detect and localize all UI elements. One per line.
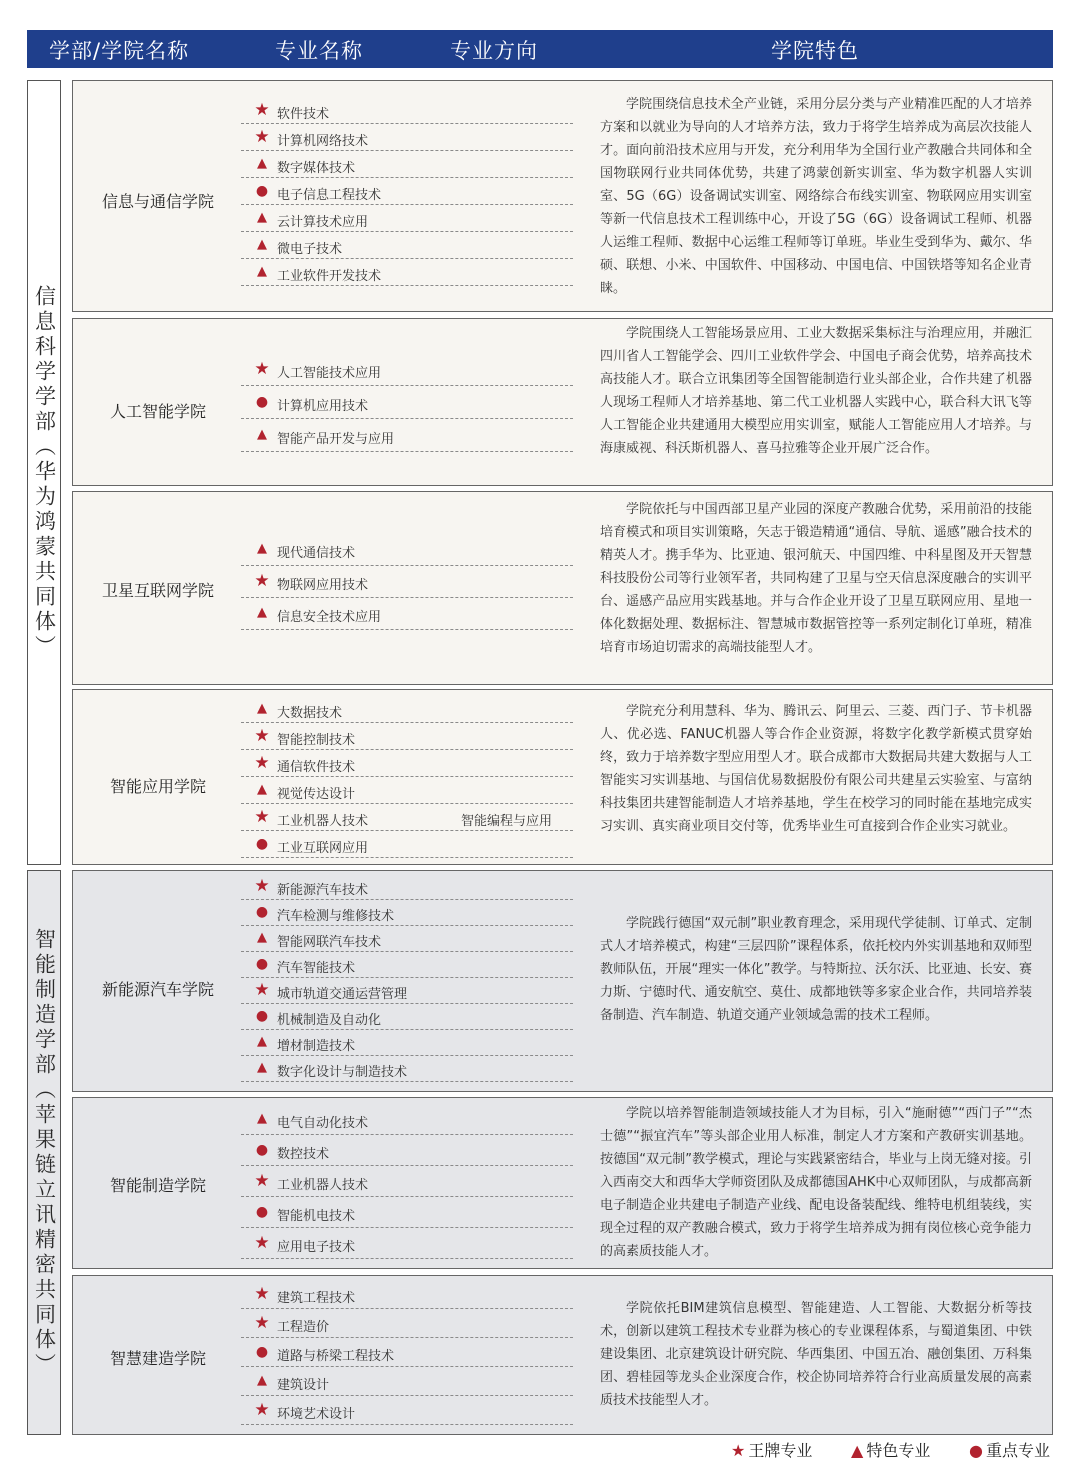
- triangle-icon: ▲: [257, 427, 267, 442]
- college-panel: [72, 870, 1053, 1092]
- major-name: 工业软件开发技术: [277, 269, 382, 284]
- college-feature-text: 学院依托与中国西部卫星产业园的深度产教融合优势，采用前沿的技能培育模式和项目实训策略，矢志于锻造精通“通信、导航、遥感”融合技术的精英人才。携手华为、比亚迪、银河航天、中国四维、中科星图及开天智慧科技股份公司等行业领军者，共同构建了卫星与空天信息深度融合的实训平台、遥感产品应用实践基地。并与合作企业开设了卫星互联网应用、星地一体化数据处理、数据标注、智慧城市数据管控等一系列定制化订单班，精准培育市场迫切需求的高端技能型人才。: [600, 502, 1032, 655]
- college-panel: [72, 1275, 1053, 1435]
- major-direction: 智能编程与应用: [461, 814, 553, 829]
- major-name: 增材制造技术: [277, 1039, 356, 1054]
- major-name: 计算机网络技术: [277, 134, 369, 149]
- major-item: [241, 900, 573, 926]
- dot-icon: ●: [255, 183, 269, 199]
- college-panel: [72, 80, 1053, 312]
- triangle-icon: ▲: [257, 605, 267, 620]
- department-panel: [27, 80, 61, 865]
- major-name: 智能控制技术: [277, 733, 356, 748]
- major-name: 工业机器人技术: [277, 1178, 369, 1193]
- major-name: 人工智能技术应用: [277, 366, 382, 381]
- major-item: [241, 1228, 573, 1259]
- legend-label: 重点专业: [985, 1441, 1050, 1460]
- star-icon: ★: [254, 100, 270, 120]
- triangle-icon: ▲: [257, 237, 267, 252]
- triangle-icon: ▲: [257, 264, 267, 279]
- major-item: [241, 97, 573, 124]
- triangle-icon: ▲: [257, 782, 267, 797]
- star-icon: ★: [254, 571, 270, 591]
- major-item: [241, 1004, 573, 1030]
- major-name: 建筑设计: [277, 1378, 330, 1393]
- major-item: [241, 1056, 573, 1082]
- major-item: [241, 952, 573, 978]
- triangle-icon: ▲: [257, 210, 267, 225]
- dot-icon: ●: [255, 1344, 269, 1360]
- major-name: 大数据技术: [277, 706, 343, 721]
- major-name: 软件技术: [277, 107, 330, 122]
- major-item: [241, 874, 573, 900]
- major-item: [241, 124, 573, 151]
- college-name: 新能源汽车学院: [101, 980, 214, 999]
- major-name: 智能产品开发与应用: [277, 432, 395, 447]
- star-icon: ★: [254, 753, 270, 773]
- college-name: 人工智能学院: [109, 402, 206, 421]
- major-name: 智能机电技术: [277, 1209, 356, 1224]
- major-name: 云计算技术应用: [277, 215, 369, 230]
- major-name: 微电子技术: [277, 242, 343, 257]
- star-icon: ★: [254, 127, 270, 147]
- major-name: 智能网联汽车技术: [277, 935, 382, 950]
- college-feature-text: 学院充分利用慧科、华为、腾讯云、阿里云、三菱、西门子、节卡机器人、优必选、FANUC机器人等合作企业资源，将数字化教学新模式贯穿始终，致力于培养数字型应用型人才。联合成都市大数据局共建大数据与人工智能实习实训基地、与国信优易数据股份有限公司共建星云实验室、与富纳科技集团共建智能制造人才培养基地，学生在校学习的同时能在基地完成实习实训、真实商业项目交付等，优秀毕业生可直接到合作企业实习就业。: [600, 704, 1032, 834]
- college-name: 智能应用学院: [109, 777, 206, 796]
- college-panel: [72, 318, 1053, 486]
- major-item: [241, 978, 573, 1004]
- major-item: [241, 1166, 573, 1197]
- major-name: 通信软件技术: [277, 760, 356, 775]
- major-item: [241, 804, 573, 831]
- star-icon: ★: [254, 1400, 270, 1420]
- star-icon: ★: [731, 1441, 746, 1460]
- major-item: [241, 259, 573, 286]
- major-item: [241, 205, 573, 232]
- major-item: [241, 1396, 573, 1425]
- major-item: [241, 1030, 573, 1056]
- major-name: 工业机器人技术: [277, 814, 369, 829]
- header-col-feature: 学院特色: [771, 39, 859, 63]
- triangle-icon: ▲: [257, 701, 267, 716]
- star-icon: ★: [254, 980, 270, 1000]
- legend-label: 王牌专业: [748, 1441, 813, 1460]
- major-name: 汽车智能技术: [277, 961, 356, 976]
- major-name: 电气自动化技术: [277, 1116, 369, 1131]
- triangle-icon: ▲: [257, 1373, 267, 1388]
- triangle-icon: ▲: [851, 1441, 864, 1460]
- college-feature-text: 学院以培养智能制造领域技能人才为目标，引入“施耐德”“西门子”“杰士德”“振宜汽车”等头部企业用人标准，制定人才方案和产教研实训基地。按德国“双元制”教学模式，理论与实践紧密结合，毕业与上岗无缝对接。引入西南交大和西华大学师资团队及成都德国AHK中心双师团队，与成都高新电子制造企业共建电子制造产业线、配电设备装配线、维特电机组装线，实现全过程的双产教融合模式，致力于将学生培养成为拥有岗位核心竞争能力的高素质技能人才。: [600, 1106, 1032, 1259]
- header-col-major: 专业名称: [275, 39, 363, 63]
- dot-icon: ●: [255, 1008, 269, 1024]
- major-name: 环境艺术设计: [277, 1407, 356, 1422]
- major-name: 建筑工程技术: [277, 1291, 356, 1306]
- major-item: [241, 386, 573, 419]
- major-item: [241, 723, 573, 750]
- major-name: 城市轨道交通运营管理: [277, 987, 408, 1002]
- college-name: 卫星互联网学院: [101, 581, 214, 600]
- major-name: 道路与桥梁工程技术: [277, 1349, 395, 1364]
- star-icon: ★: [254, 1284, 270, 1304]
- major-item: [241, 1135, 573, 1166]
- department-name: 信息科学学部（华为鸿蒙共同体）: [32, 285, 57, 660]
- major-item: [241, 1197, 573, 1228]
- triangle-icon: ▲: [257, 930, 267, 945]
- major-item: [241, 566, 573, 598]
- major-name: 数字媒体技术: [277, 161, 356, 176]
- major-name: 信息安全技术应用: [277, 610, 382, 625]
- header-col-dept: 学部/学院名称: [49, 39, 190, 63]
- department-panel: [27, 870, 61, 1435]
- triangle-icon: ▲: [257, 1111, 267, 1126]
- major-item: [241, 1104, 573, 1135]
- major-item: [241, 696, 573, 723]
- triangle-icon: ▲: [257, 1034, 267, 1049]
- major-name: 数控技术: [277, 1147, 330, 1162]
- dot-icon: ●: [255, 394, 269, 410]
- table-header: [27, 30, 1053, 68]
- star-icon: ★: [254, 359, 270, 379]
- dot-icon: ●: [255, 1204, 269, 1220]
- college-name: 智慧建造学院: [109, 1349, 206, 1368]
- star-icon: ★: [254, 1233, 270, 1253]
- college-feature-text: 学院依托BIM建筑信息模型、智能建造、人工智能、大数据分析等技术，创新以建筑工程技术专业群为核心的专业课程体系，与蜀道集团、中铁建设集团、北京建筑设计研究院、华西集团、中国五冶、融创集团、万科集团、碧桂园等龙头企业深度合作，校企协同培养符合行业高质量发展的高素质技术技能型人才。: [600, 1301, 1032, 1408]
- department-name: 智能制造学部（苹果链立讯精密共同体）: [32, 927, 57, 1378]
- star-icon: ★: [254, 876, 270, 896]
- legend-item-star: [731, 1438, 812, 1461]
- major-name: 数字化设计与制造技术: [277, 1065, 408, 1080]
- dot-icon: ●: [255, 956, 269, 972]
- major-name: 计算机应用技术: [277, 399, 369, 414]
- major-item: [241, 1367, 573, 1396]
- major-item: [241, 534, 573, 566]
- triangle-icon: ▲: [257, 156, 267, 171]
- college-feature-text: 学院围绕人工智能场景应用、工业大数据采集标注与治理应用，并融汇四川省人工智能学会、四川工业软件学会、中国电子商会优势，培养高技术高技能人才。联合立讯集团等全国智能制造行业头部企业，合作共建了机器人现场工程师人才培养基地、第二代工业机器人实践中心，联合科大讯飞等人工智能企业共建通用大模型应用实训室，赋能人工智能应用人才培养。与海康威视、科沃斯机器人、喜马拉雅等企业开展广泛合作。: [600, 326, 1032, 456]
- major-item: [241, 419, 573, 452]
- major-name: 现代通信技术: [277, 546, 356, 561]
- star-icon: ★: [254, 807, 270, 827]
- major-item: [241, 831, 573, 858]
- major-name: 汽车检测与维修技术: [277, 909, 395, 924]
- dot-icon: ●: [255, 1142, 269, 1158]
- college-panel: [72, 689, 1053, 865]
- major-item: [241, 750, 573, 777]
- major-name: 应用电子技术: [277, 1240, 356, 1255]
- major-name: 机械制造及自动化: [277, 1013, 382, 1028]
- star-icon: ★: [254, 726, 270, 746]
- legend-label: 特色专业: [866, 1441, 931, 1460]
- major-name: 工业互联网应用: [277, 841, 369, 856]
- major-item: [241, 777, 573, 804]
- triangle-icon: ▲: [257, 541, 267, 556]
- college-feature-text: 学院围绕信息技术全产业链，采用分层分类与产业精准匹配的人才培养方案和以就业为导向的人才培养方法，致力于将学生培养成为高层次技能人才。面向前沿技术应用与开发，充分利用华为全国行业产教融合共同体和全国物联网行业共同体优势，共建了鸿蒙创新实训室、华为数字机器人实训室、5G（6G）设备调试实训室、网络综合布线实训室、物联网应用实训室等新一代信息技术工程训练中心，开设了5G（6G）设备调试工程师、机器人运维工程师、数据中心运维工程师等订单班。毕业生受到华为、戴尔、华硕、联想、小米、中国软件、中国移动、中国电信、中国铁塔等知名企业青睐。: [600, 97, 1032, 296]
- major-item: [241, 151, 573, 178]
- header-col-direction: 专业方向: [450, 39, 538, 63]
- major-item: [241, 1309, 573, 1338]
- dot-icon: ●: [969, 1441, 983, 1460]
- dot-icon: ●: [255, 836, 269, 852]
- legend-item-triangle: [851, 1438, 930, 1461]
- major-item: [241, 926, 573, 952]
- major-item: [241, 1338, 573, 1367]
- legend-item-dot: [969, 1438, 1050, 1461]
- dot-icon: ●: [255, 904, 269, 920]
- college-feature-text: 学院践行德国“双元制”职业教育理念，采用现代学徒制、订单式、定制式人才培养模式，构建“三层四阶”课程体系，依托校内外实训基地和双师型教师队伍，开展“理实一体化”教学。与特斯拉、沃尔沃、比亚迪、长安、赛力斯、宁德时代、通安航空、莫仕、成都地铁等多家企业合作，共同培养装备制造、汽车制造、轨道交通产业领域急需的技术工程师。: [600, 916, 1032, 1023]
- major-item: [241, 353, 573, 386]
- college-name: 智能制造学院: [109, 1176, 206, 1195]
- college-panel: [72, 491, 1053, 685]
- major-item: [241, 232, 573, 259]
- college-name: 信息与通信学院: [101, 192, 214, 211]
- major-name: 视觉传达设计: [277, 787, 356, 802]
- major-item: [241, 178, 573, 205]
- major-name: 物联网应用技术: [277, 578, 369, 593]
- major-item: [241, 598, 573, 630]
- star-icon: ★: [254, 1313, 270, 1333]
- triangle-icon: ▲: [257, 1060, 267, 1075]
- major-name: 新能源汽车技术: [277, 883, 369, 898]
- college-panel: [72, 1097, 1053, 1269]
- star-icon: ★: [254, 1171, 270, 1191]
- major-item: [241, 1280, 573, 1309]
- major-name: 工程造价: [277, 1320, 330, 1335]
- major-name: 电子信息工程技术: [277, 188, 382, 203]
